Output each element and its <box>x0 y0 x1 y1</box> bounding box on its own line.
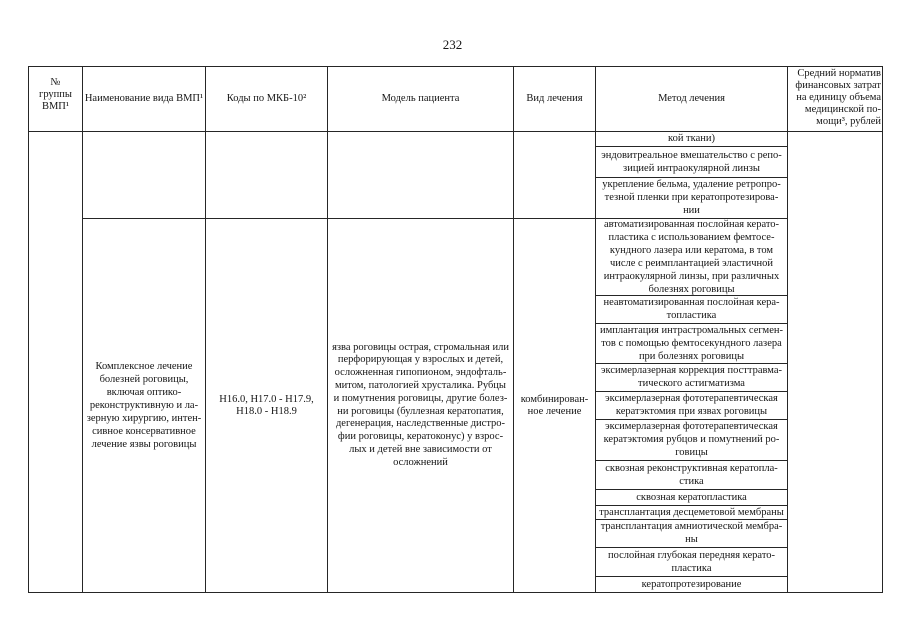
header-vmp-name: Наименование вида ВМП¹ <box>84 93 204 104</box>
header-treatment-method: Метод лечения <box>658 93 725 104</box>
header-patient-model: Модель пациента <box>381 93 460 104</box>
cell-method: эксимерлазерная коррекция посттравма- тического астигматизма <box>600 365 783 389</box>
cell-method: трансплантация амниотической мембра- ны <box>600 521 783 545</box>
cell-method: неавтоматизированная послойная кера- топластика <box>603 297 780 321</box>
cell-method: эксимерлазерная фототерапевтическая кератэктомия при язвах роговицы <box>605 393 778 417</box>
cell-method: сквозная кератопластика <box>636 491 747 503</box>
cell-icd-codes: H16.0, H17.0 - H17.9, H18.0 - H18.9 <box>219 393 314 417</box>
cell-method: трансплантация десцеметовой мембраны <box>599 506 784 518</box>
cell-method: эндовитреальное вмешательство с репо- зицией интраокулярной линзы <box>601 149 782 174</box>
cell-method: кератопротезирование <box>641 578 742 590</box>
table-border-left <box>28 66 29 593</box>
cell-method: укрепление бельма, удаление ретропро- тезной пленки при кератопротезирова- нии <box>602 179 781 216</box>
cell-method: эксимерлазерная фототерапевтическая кератэктомия рубцов и помутнений ро- говицы <box>603 421 780 458</box>
cell-treatment-type: комбинирован- ное лечение <box>520 393 589 417</box>
cell-method: послойная глубокая передняя керато- пластика <box>607 549 776 574</box>
cell-method: кой ткани) <box>668 133 715 144</box>
cell-patient-model: язва роговицы острая, стромальная или перфорирующая у взрослых и детей, осложненная гипопионом, эндофталь- митом, патологией хрусталика. Рубцы и помутнения роговицы, другие болез- ни роговицы (буллезная кератопатия, дегенерация, наследственные дистро- фии роговицы, кератоконус) у взрос- лых и детей вне зависимости от осложнений <box>332 341 509 468</box>
header-treatment-type: Вид лечения <box>526 93 583 104</box>
table-border-bottom <box>28 592 883 593</box>
page-number: 232 <box>442 37 463 52</box>
header-icd-codes: Коды по МКБ-10² <box>226 93 307 104</box>
cell-vmp-name: Комплексное лечение болезней роговицы, включая оптико- реконструктивную и ла- зерную хирургию, интен- сивное консервативное лечение язвы роговицы <box>86 361 202 450</box>
header-cost-standard: Средний норматив финансовых затрат на единицу объема медицинской по- мощи³, рублей <box>795 68 881 127</box>
cell-method: имплантация интрастромальных сегмен- тов с помощью фемтосекундного лазера при болезнях роговицы <box>600 324 783 362</box>
cell-method: сквозная реконструктивная кератопла- стика <box>605 462 778 487</box>
cell-method: автоматизированная послойная керато- пластика с использованием фемтосе- кундного лазера или кератома, в том числе с реимплантацией эластичной интраокулярной линзы, при различных болезнях роговицы <box>603 218 780 295</box>
header-group-number: № группы ВМП¹ <box>39 77 72 112</box>
table-border-right <box>882 66 883 593</box>
